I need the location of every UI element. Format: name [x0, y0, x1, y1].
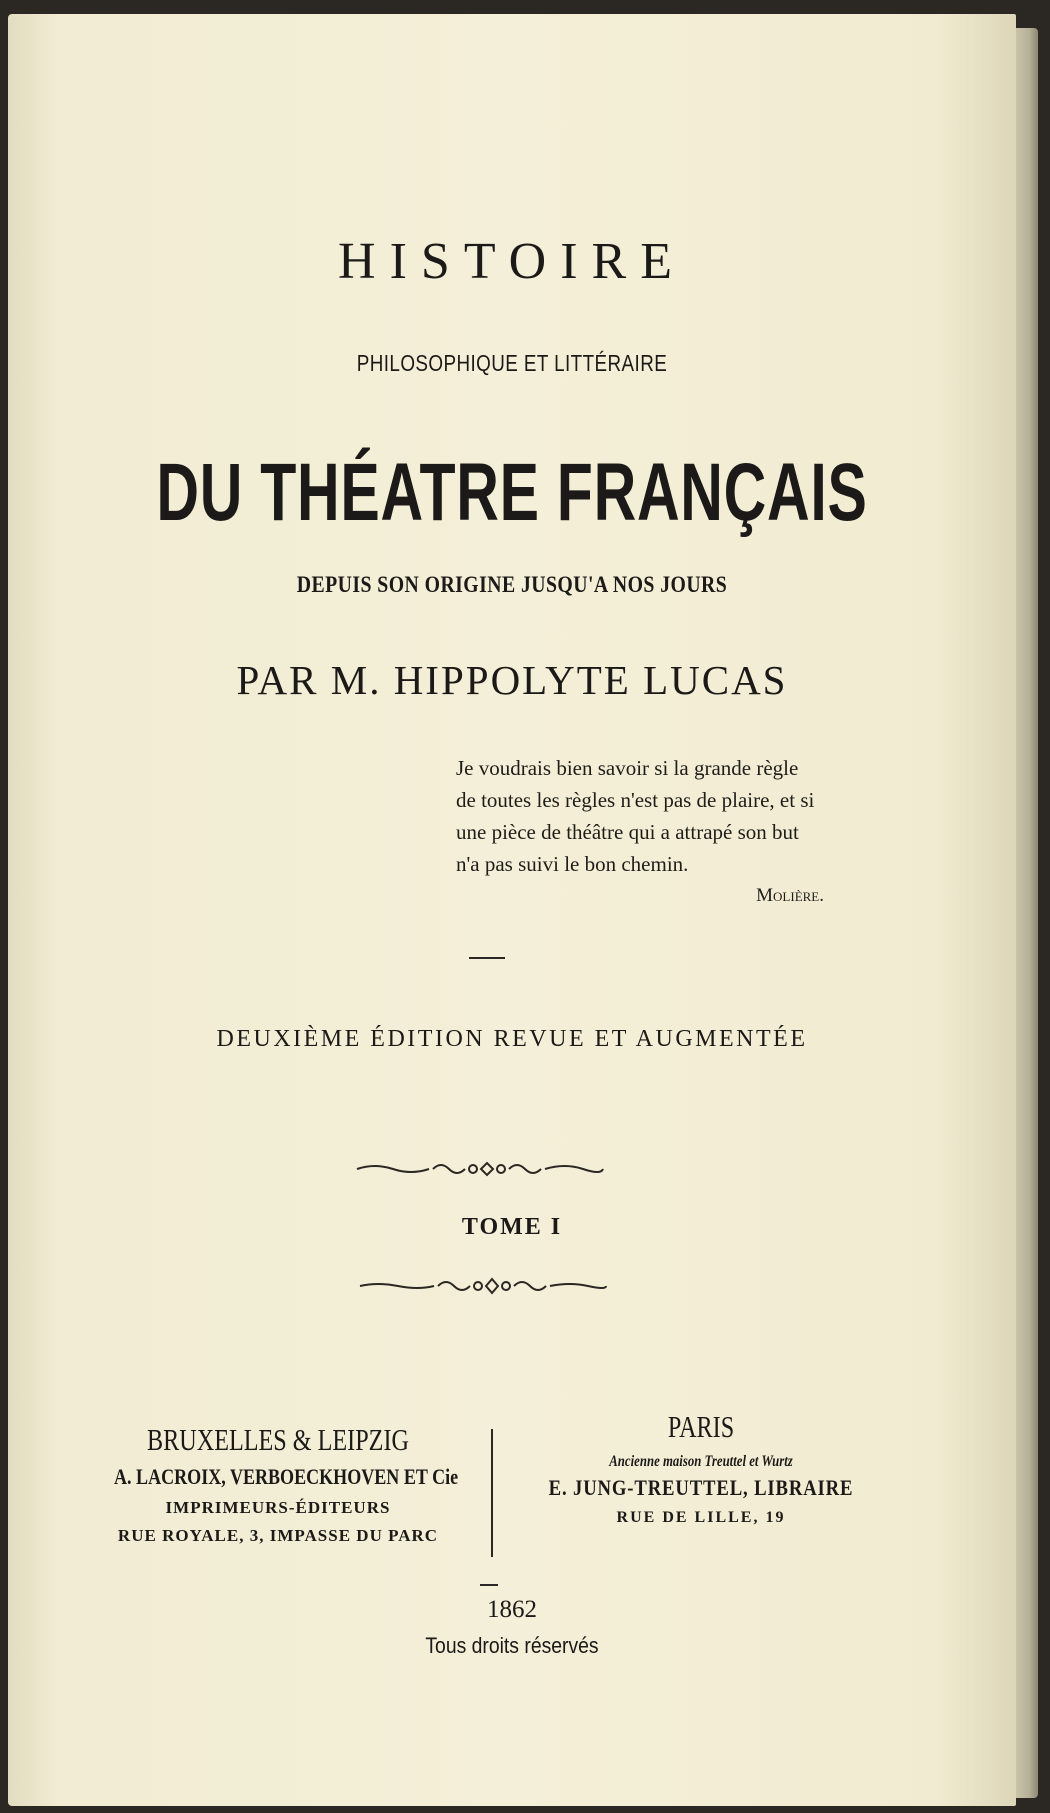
publisher-address: RUE DE LILLE, 19	[616, 1509, 786, 1526]
separator-rule	[469, 957, 505, 959]
publisher-name: A. LACROIX, VERBOECKHOVEN ET Cie	[114, 1464, 459, 1489]
ornament-bottom-icon	[358, 1276, 608, 1296]
ornament-top-icon	[355, 1159, 605, 1179]
publisher-paris	[506, 1409, 896, 1527]
column-divider	[491, 1429, 493, 1557]
subtitle-philosophique: PHILOSOPHIQUE ET LITTÉRAIRE	[356, 350, 668, 376]
publisher-city: PARIS	[667, 1409, 735, 1444]
epigraph-attribution: Molière.	[756, 885, 824, 906]
publisher-brussels	[78, 1422, 478, 1546]
volume-label: TOME I	[461, 1214, 563, 1240]
title-page-paper	[8, 14, 1016, 1806]
publisher-note: Ancienne maison Treuttel et Wurtz	[609, 1453, 793, 1470]
epigraph	[456, 752, 896, 912]
publisher-address: RUE ROYALE, 3, IMPASSE DU PARC	[117, 1526, 439, 1545]
publisher-name: E. JUNG-TREUTTEL, LIBRAIRE	[548, 1475, 854, 1500]
epigraph-line: Je voudrais bien savoir si la grande règle	[456, 756, 799, 780]
publisher-city: BRUXELLES & LEIPZIG	[147, 1422, 409, 1457]
publisher-role: IMPRIMEURS-ÉDITEURS	[165, 1498, 391, 1517]
epigraph-line: n'a pas suivi le bon chemin.	[456, 852, 689, 876]
title-histoire: HISTOIRE	[338, 233, 686, 290]
epigraph-line: de toutes les règles n'est pas de plaire, et si	[456, 788, 815, 812]
title-theatre-francais: DU THÉATRE FRANÇAIS	[156, 447, 868, 538]
publication-year: 1862	[487, 1596, 537, 1623]
author-line: PAR M. HIPPOLYTE LUCAS	[236, 657, 788, 703]
page-edge	[1016, 28, 1038, 1798]
rights-notice: Tous droits réservés	[425, 1633, 599, 1658]
epigraph-line: une pièce de théâtre qui a attrapé son but	[456, 820, 799, 844]
year-rule	[480, 1584, 498, 1586]
edition-line: DEUXIÈME ÉDITION REVUE ET AUGMENTÉE	[216, 1026, 808, 1052]
subtitle-depuis: DEPUIS SON ORIGINE JUSQU'A NOS JOURS	[296, 572, 728, 597]
